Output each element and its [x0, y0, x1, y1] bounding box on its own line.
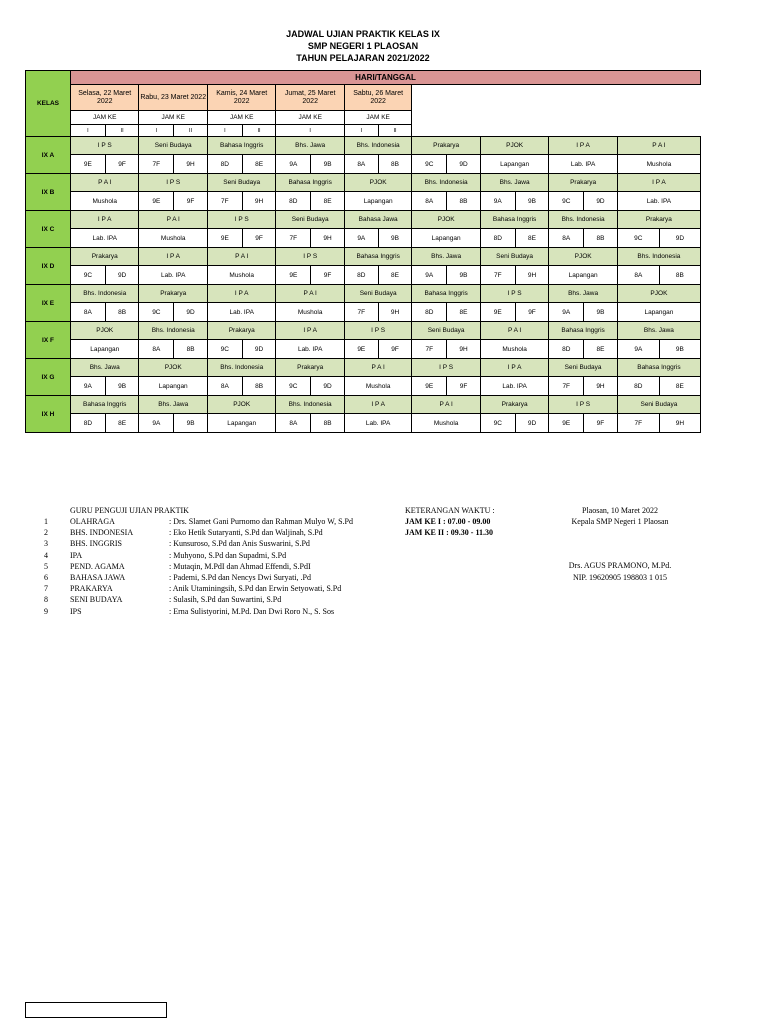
- subject-cell: P A I: [344, 359, 411, 377]
- room-cell: Lapangan: [344, 192, 411, 211]
- class-label: IX G: [26, 359, 71, 396]
- room-cell: 9C: [412, 155, 447, 174]
- room-cell: Lab. IPA: [344, 414, 411, 433]
- guru-subject: BHS. INDONESIA: [70, 528, 134, 538]
- jam-ke-header: JAM KE: [70, 111, 138, 125]
- sign-name: Drs. AGUS PRAMONO, M.Pd.: [568, 561, 672, 571]
- room-cell: 9D: [311, 377, 345, 396]
- room-cell: 9F: [378, 340, 412, 359]
- subject-cell: I P S: [139, 174, 207, 192]
- guru-item: [0, 527, 420, 538]
- guru-subject: IPA: [70, 550, 83, 560]
- guru-names: : Eko Hetik Sutaryanti, S.Pd dan Waljinah, S.Pd: [169, 528, 323, 538]
- subject-cell: PJOK: [480, 137, 548, 155]
- room-cell: 9H: [659, 414, 700, 433]
- subject-cell: Bhs. Jawa: [549, 285, 617, 303]
- jam-ke-header: JAM KE: [344, 111, 411, 125]
- guru-number: 9: [44, 606, 48, 616]
- subject-cell: PJOK: [549, 248, 617, 266]
- subject-cell: Bhs. Indonesia: [617, 248, 700, 266]
- guru-number: 2: [44, 528, 48, 538]
- guru-names: : Mutaqin, M.PdI dan Ahmad Effendi, S.PdI: [169, 561, 311, 571]
- subject-cell: Bhs. Jawa: [70, 359, 138, 377]
- room-cell: 8D: [344, 266, 378, 285]
- session-header: II: [378, 125, 412, 137]
- room-cell: 9H: [174, 155, 208, 174]
- subject-cell: Bhs. Jawa: [139, 396, 207, 414]
- room-cell: 9E: [207, 229, 242, 248]
- room-cell: 8A: [139, 340, 174, 359]
- subject-cell: Bhs. Jawa: [617, 322, 700, 340]
- room-cell: 9A: [480, 192, 515, 211]
- subject-cell: Prakarya: [412, 137, 480, 155]
- subject-cell: PJOK: [139, 359, 207, 377]
- room-cell: 8D: [549, 340, 584, 359]
- guru-number: 8: [44, 595, 48, 605]
- room-cell: 9D: [174, 303, 208, 322]
- room-cell: 8B: [447, 192, 481, 211]
- room-cell: 8A: [207, 377, 242, 396]
- guru-subject: BAHASA JAWA: [70, 573, 126, 582]
- room-cell: 8A: [412, 192, 447, 211]
- room-cell: 9H: [515, 266, 549, 285]
- room-cell: 8D: [207, 155, 242, 174]
- room-cell: 9A: [276, 155, 311, 174]
- session-header: I: [70, 125, 105, 137]
- bottom-empty-box: [25, 1002, 167, 1018]
- subject-cell: Bhs. Indonesia: [344, 137, 411, 155]
- guru-item: [0, 594, 420, 605]
- room-cell: 9E: [549, 414, 584, 433]
- room-cell: Mushola: [344, 377, 411, 396]
- subject-cell: P A I: [412, 396, 480, 414]
- room-cell: 8E: [447, 303, 481, 322]
- room-cell: 8E: [311, 192, 345, 211]
- room-cell: 9H: [447, 340, 481, 359]
- room-cell: Mushola: [139, 229, 207, 248]
- class-subject-row: [26, 322, 701, 340]
- subject-cell: Prakarya: [549, 174, 617, 192]
- keterangan-waktu: [405, 505, 495, 539]
- guru-subject: OLAHRAGA: [70, 517, 115, 526]
- room-cell: 9B: [378, 229, 412, 248]
- room-cell: 9D: [447, 155, 481, 174]
- room-cell: 9F: [174, 192, 208, 211]
- room-cell: 9A: [70, 377, 105, 396]
- room-cell: 8E: [105, 414, 139, 433]
- subject-cell: Bahasa Inggris: [344, 248, 411, 266]
- guru-item: [0, 606, 420, 617]
- subject-cell: I P S: [344, 322, 411, 340]
- jam-ke-header: JAM KE: [276, 111, 344, 125]
- subject-cell: I P S: [480, 285, 548, 303]
- room-cell: 9F: [242, 229, 276, 248]
- room-cell: Lapangan: [207, 414, 275, 433]
- room-cell: 9F: [515, 303, 549, 322]
- room-cell: 9A: [549, 303, 584, 322]
- room-cell: 9H: [584, 377, 618, 396]
- guru-names: : Muhyono, S.Pd dan Supadmi, S.Pd: [169, 550, 287, 560]
- room-cell: Lab. IPA: [207, 303, 275, 322]
- class-room-row: [26, 303, 701, 322]
- class-room-row: [26, 266, 701, 285]
- guru-item: [0, 561, 420, 572]
- room-cell: 9E: [412, 377, 447, 396]
- room-cell: 8D: [480, 229, 515, 248]
- room-cell: 7F: [412, 340, 447, 359]
- subject-cell: PJOK: [207, 396, 275, 414]
- guru-number: 6: [44, 573, 48, 582]
- hari-tanggal-header: HARI/TANGGAL: [70, 71, 700, 85]
- class-room-row: [26, 192, 701, 211]
- room-cell: 9A: [139, 414, 174, 433]
- session-header: I: [276, 125, 344, 137]
- header-row-jam: [26, 111, 701, 125]
- subject-cell: Bahasa Inggris: [549, 322, 617, 340]
- guru-penguji-title: GURU PENGUJI UJIAN PRAKTIK: [70, 506, 189, 515]
- subject-cell: I P A: [549, 137, 617, 155]
- subject-cell: Bahasa Inggris: [70, 396, 138, 414]
- room-cell: 7F: [139, 155, 174, 174]
- subject-cell: Bhs. Indonesia: [276, 396, 344, 414]
- subject-cell: I P A: [207, 285, 275, 303]
- guru-number: 1: [44, 517, 48, 526]
- guru-subject: PRAKARYA: [70, 584, 113, 594]
- room-cell: 8B: [584, 229, 618, 248]
- day-date-header: Kamis, 24 Maret 2022: [207, 85, 275, 111]
- subject-cell: Prakarya: [276, 359, 344, 377]
- guru-subject: PEND. AGAMA: [70, 561, 125, 571]
- room-cell: 9C: [207, 340, 242, 359]
- guru-names: : Kunsuroso, S.Pd dan Anis Suswarini, S.Pd: [169, 539, 310, 549]
- subject-cell: I P A: [344, 396, 411, 414]
- class-label: IX E: [26, 285, 71, 322]
- guru-number: 4: [44, 550, 48, 560]
- room-cell: 9A: [344, 229, 378, 248]
- room-cell: 9B: [515, 192, 549, 211]
- room-cell: 7F: [549, 377, 584, 396]
- room-cell: 7F: [617, 414, 659, 433]
- class-room-row: [26, 155, 701, 174]
- class-subject-row: [26, 359, 701, 377]
- day-date-header: Selasa, 22 Maret 2022: [70, 85, 138, 111]
- session-header: II: [105, 125, 139, 137]
- kelas-header: KELAS: [26, 71, 71, 137]
- room-cell: 9B: [311, 155, 345, 174]
- subject-cell: Bhs. Indonesia: [412, 174, 480, 192]
- subject-cell: I P A: [70, 211, 138, 229]
- header-row-hari: [26, 71, 701, 85]
- sign-place-date: Plaosan, 10 Maret 2022: [582, 506, 658, 515]
- room-cell: 9D: [105, 266, 139, 285]
- room-cell: Mushola: [207, 266, 275, 285]
- subject-cell: Prakarya: [207, 322, 275, 340]
- room-cell: 9H: [242, 192, 276, 211]
- subject-cell: Seni Budaya: [344, 285, 411, 303]
- room-cell: 9D: [584, 192, 618, 211]
- room-cell: 8A: [70, 303, 105, 322]
- subject-cell: Bhs. Jawa: [412, 248, 480, 266]
- exam-schedule-table: [25, 70, 701, 433]
- room-cell: Lab. IPA: [139, 266, 207, 285]
- room-cell: Lab. IPA: [276, 340, 344, 359]
- subject-cell: P A I: [139, 211, 207, 229]
- guru-item: [0, 572, 420, 583]
- guru-names: : Drs. Slamet Gani Purnomo dan Rahman Mulyo W, S.Pd: [169, 517, 353, 526]
- subject-cell: Prakarya: [617, 211, 700, 229]
- room-cell: 7F: [276, 229, 311, 248]
- title-line-3: TAHUN PELAJARAN 2021/2022: [296, 53, 430, 63]
- subject-cell: P A I: [276, 285, 344, 303]
- title-line-1: JADWAL UJIAN PRAKTIK KELAS IX: [286, 29, 440, 39]
- subject-cell: Seni Budaya: [412, 322, 480, 340]
- room-cell: 9A: [617, 340, 659, 359]
- room-cell: 9C: [70, 266, 105, 285]
- subject-cell: Bhs. Jawa: [480, 174, 548, 192]
- session-header: I: [139, 125, 174, 137]
- subject-cell: P A I: [207, 248, 275, 266]
- class-subject-row: [26, 285, 701, 303]
- subject-cell: I P S: [549, 396, 617, 414]
- guru-names: : Pademi, S.Pd dan Nencys Dwi Suryati, .Pd: [169, 573, 311, 582]
- class-room-row: [26, 414, 701, 433]
- room-cell: 9E: [344, 340, 378, 359]
- room-cell: 8B: [378, 155, 412, 174]
- jam-ke-header: JAM KE: [139, 111, 207, 125]
- room-cell: 9E: [480, 303, 515, 322]
- room-cell: Mushola: [276, 303, 344, 322]
- room-cell: Mushola: [70, 192, 138, 211]
- jam-ke-2: JAM KE II : 09.30 - 11.30: [405, 528, 493, 538]
- room-cell: 9D: [242, 340, 276, 359]
- day-date-header: Jumat, 25 Maret 2022: [276, 85, 344, 111]
- room-cell: Lapangan: [412, 229, 480, 248]
- keterangan-title: KETERANGAN WAKTU :: [405, 506, 495, 515]
- room-cell: 8D: [617, 377, 659, 396]
- session-header: II: [242, 125, 276, 137]
- subject-cell: I P S: [70, 137, 138, 155]
- room-cell: 8A: [617, 266, 659, 285]
- subject-cell: I P A: [480, 359, 548, 377]
- guru-item: [0, 538, 420, 549]
- subject-cell: Seni Budaya: [139, 137, 207, 155]
- class-room-row: [26, 377, 701, 396]
- room-cell: 8B: [174, 340, 208, 359]
- day-date-header: Sabtu, 26 Maret 2022: [344, 85, 411, 111]
- subject-cell: Bhs. Indonesia: [207, 359, 275, 377]
- room-cell: 8E: [242, 155, 276, 174]
- guru-names: : Erna Sulistyorini, M.Pd. Dan Dwi Roro N., S. Sos: [169, 606, 335, 616]
- room-cell: 8A: [276, 414, 311, 433]
- session-header: I: [207, 125, 242, 137]
- session-header: I: [344, 125, 378, 137]
- subject-cell: PJOK: [70, 322, 138, 340]
- subject-cell: I P S: [412, 359, 480, 377]
- room-cell: Mushola: [412, 414, 480, 433]
- subject-cell: Seni Budaya: [617, 396, 700, 414]
- signature-block: [545, 505, 695, 583]
- guru-number: 7: [44, 584, 48, 594]
- subject-cell: I P A: [139, 248, 207, 266]
- subject-cell: P A I: [480, 322, 548, 340]
- room-cell: 9E: [276, 266, 311, 285]
- room-cell: 8B: [105, 303, 139, 322]
- document-header: [0, 28, 726, 64]
- class-subject-row: [26, 248, 701, 266]
- guru-item: [0, 516, 420, 527]
- guru-item: [0, 583, 420, 594]
- room-cell: 9C: [276, 377, 311, 396]
- room-cell: Lab. IPA: [617, 192, 700, 211]
- subject-cell: PJOK: [412, 211, 480, 229]
- room-cell: 9B: [447, 266, 481, 285]
- class-label: IX H: [26, 396, 71, 433]
- room-cell: 9A: [412, 266, 447, 285]
- room-cell: 7F: [344, 303, 378, 322]
- subject-cell: Bhs. Indonesia: [70, 285, 138, 303]
- room-cell: Lab. IPA: [70, 229, 138, 248]
- day-date-header: Rabu, 23 Maret 2022: [139, 85, 207, 111]
- room-cell: Lapangan: [549, 266, 617, 285]
- room-cell: 9H: [311, 229, 345, 248]
- header-row-dates: [26, 85, 701, 111]
- guru-subject: BHS. INGGRIS: [70, 539, 123, 549]
- room-cell: 9C: [617, 229, 659, 248]
- jam-ke-header: JAM KE: [207, 111, 275, 125]
- room-cell: Lapangan: [70, 340, 138, 359]
- room-cell: Lab. IPA: [549, 155, 617, 174]
- room-cell: 8D: [276, 192, 311, 211]
- subject-cell: Bahasa Inggris: [276, 174, 344, 192]
- room-cell: 9B: [174, 414, 208, 433]
- room-cell: 8A: [549, 229, 584, 248]
- subject-cell: Bahasa Inggris: [207, 137, 275, 155]
- room-cell: 9E: [139, 192, 174, 211]
- subject-cell: PJOK: [617, 285, 700, 303]
- guru-subject: SENI BUDAYA: [70, 595, 123, 605]
- class-label: IX A: [26, 137, 71, 174]
- class-label: IX C: [26, 211, 71, 248]
- subject-cell: Seni Budaya: [276, 211, 344, 229]
- room-cell: 8B: [659, 266, 700, 285]
- room-cell: 9F: [584, 414, 618, 433]
- room-cell: 9E: [70, 155, 105, 174]
- room-cell: 9F: [105, 155, 139, 174]
- class-room-row: [26, 229, 701, 248]
- guru-number: 5: [44, 561, 48, 571]
- jam-ke-1: JAM KE I : 07.00 - 09.00: [405, 517, 491, 527]
- room-cell: 8A: [344, 155, 378, 174]
- room-cell: 8E: [584, 340, 618, 359]
- room-cell: 7F: [480, 266, 515, 285]
- room-cell: 8E: [515, 229, 549, 248]
- subject-cell: Bhs. Indonesia: [549, 211, 617, 229]
- room-cell: 8E: [659, 377, 700, 396]
- subject-cell: Bhs. Jawa: [276, 137, 344, 155]
- subject-cell: Bahasa Jawa: [344, 211, 411, 229]
- class-room-row: [26, 340, 701, 359]
- class-subject-row: [26, 396, 701, 414]
- room-cell: 8B: [242, 377, 276, 396]
- room-cell: Mushola: [480, 340, 548, 359]
- room-cell: 9B: [659, 340, 700, 359]
- subject-cell: Prakarya: [139, 285, 207, 303]
- class-subject-row: [26, 137, 701, 155]
- class-label: IX B: [26, 174, 71, 211]
- guru-number: 3: [44, 539, 48, 549]
- room-cell: 9D: [659, 229, 700, 248]
- session-header: II: [174, 125, 208, 137]
- subject-cell: Seni Budaya: [480, 248, 548, 266]
- subject-cell: I P S: [207, 211, 275, 229]
- subject-cell: I P A: [617, 174, 700, 192]
- room-cell: 7F: [207, 192, 242, 211]
- room-cell: 9B: [105, 377, 139, 396]
- subject-cell: Bahasa Inggris: [412, 285, 480, 303]
- subject-cell: P A I: [617, 137, 700, 155]
- room-cell: 8D: [412, 303, 447, 322]
- class-label: IX F: [26, 322, 71, 359]
- guru-subject: IPS: [70, 606, 82, 616]
- guru-item: [0, 550, 420, 561]
- room-cell: Lapangan: [617, 303, 700, 322]
- room-cell: 9F: [311, 266, 345, 285]
- room-cell: Lapangan: [139, 377, 207, 396]
- room-cell: 9F: [447, 377, 481, 396]
- room-cell: 9C: [549, 192, 584, 211]
- guru-names: : Sulasih, S.Pd dan Suwartini, S.Pd: [169, 595, 282, 605]
- room-cell: 8E: [378, 266, 412, 285]
- room-cell: Lapangan: [480, 155, 548, 174]
- class-subject-row: [26, 174, 701, 192]
- room-cell: 9D: [515, 414, 549, 433]
- subject-cell: Bahasa Inggris: [480, 211, 548, 229]
- subject-cell: I P A: [276, 322, 344, 340]
- subject-cell: Bahasa Inggris: [617, 359, 700, 377]
- room-cell: 9C: [139, 303, 174, 322]
- subject-cell: I P S: [276, 248, 344, 266]
- subject-cell: Prakarya: [70, 248, 138, 266]
- sign-position: Kepala SMP Negeri 1 Plaosan: [571, 517, 669, 527]
- class-label: IX D: [26, 248, 71, 285]
- room-cell: 9C: [480, 414, 515, 433]
- room-cell: Mushola: [617, 155, 700, 174]
- subject-cell: PJOK: [344, 174, 411, 192]
- room-cell: 8D: [70, 414, 105, 433]
- header-row-sessions: [26, 125, 701, 137]
- room-cell: 8B: [311, 414, 345, 433]
- subject-cell: P A I: [70, 174, 138, 192]
- guru-names: : Anik Utaminingsih, S.Pd dan Erwin Setyowati, S.Pd: [169, 584, 342, 594]
- subject-cell: Prakarya: [480, 396, 548, 414]
- room-cell: 9H: [378, 303, 412, 322]
- class-subject-row: [26, 211, 701, 229]
- subject-cell: Seni Budaya: [549, 359, 617, 377]
- subject-cell: Bhs. Indonesia: [139, 322, 207, 340]
- sign-nip: NIP. 19620905 198803 1 015: [572, 572, 667, 582]
- room-cell: 9B: [584, 303, 618, 322]
- subject-cell: Seni Budaya: [207, 174, 275, 192]
- room-cell: Lab. IPA: [480, 377, 548, 396]
- title-line-2: SMP NEGERI 1 PLAOSAN: [307, 41, 419, 51]
